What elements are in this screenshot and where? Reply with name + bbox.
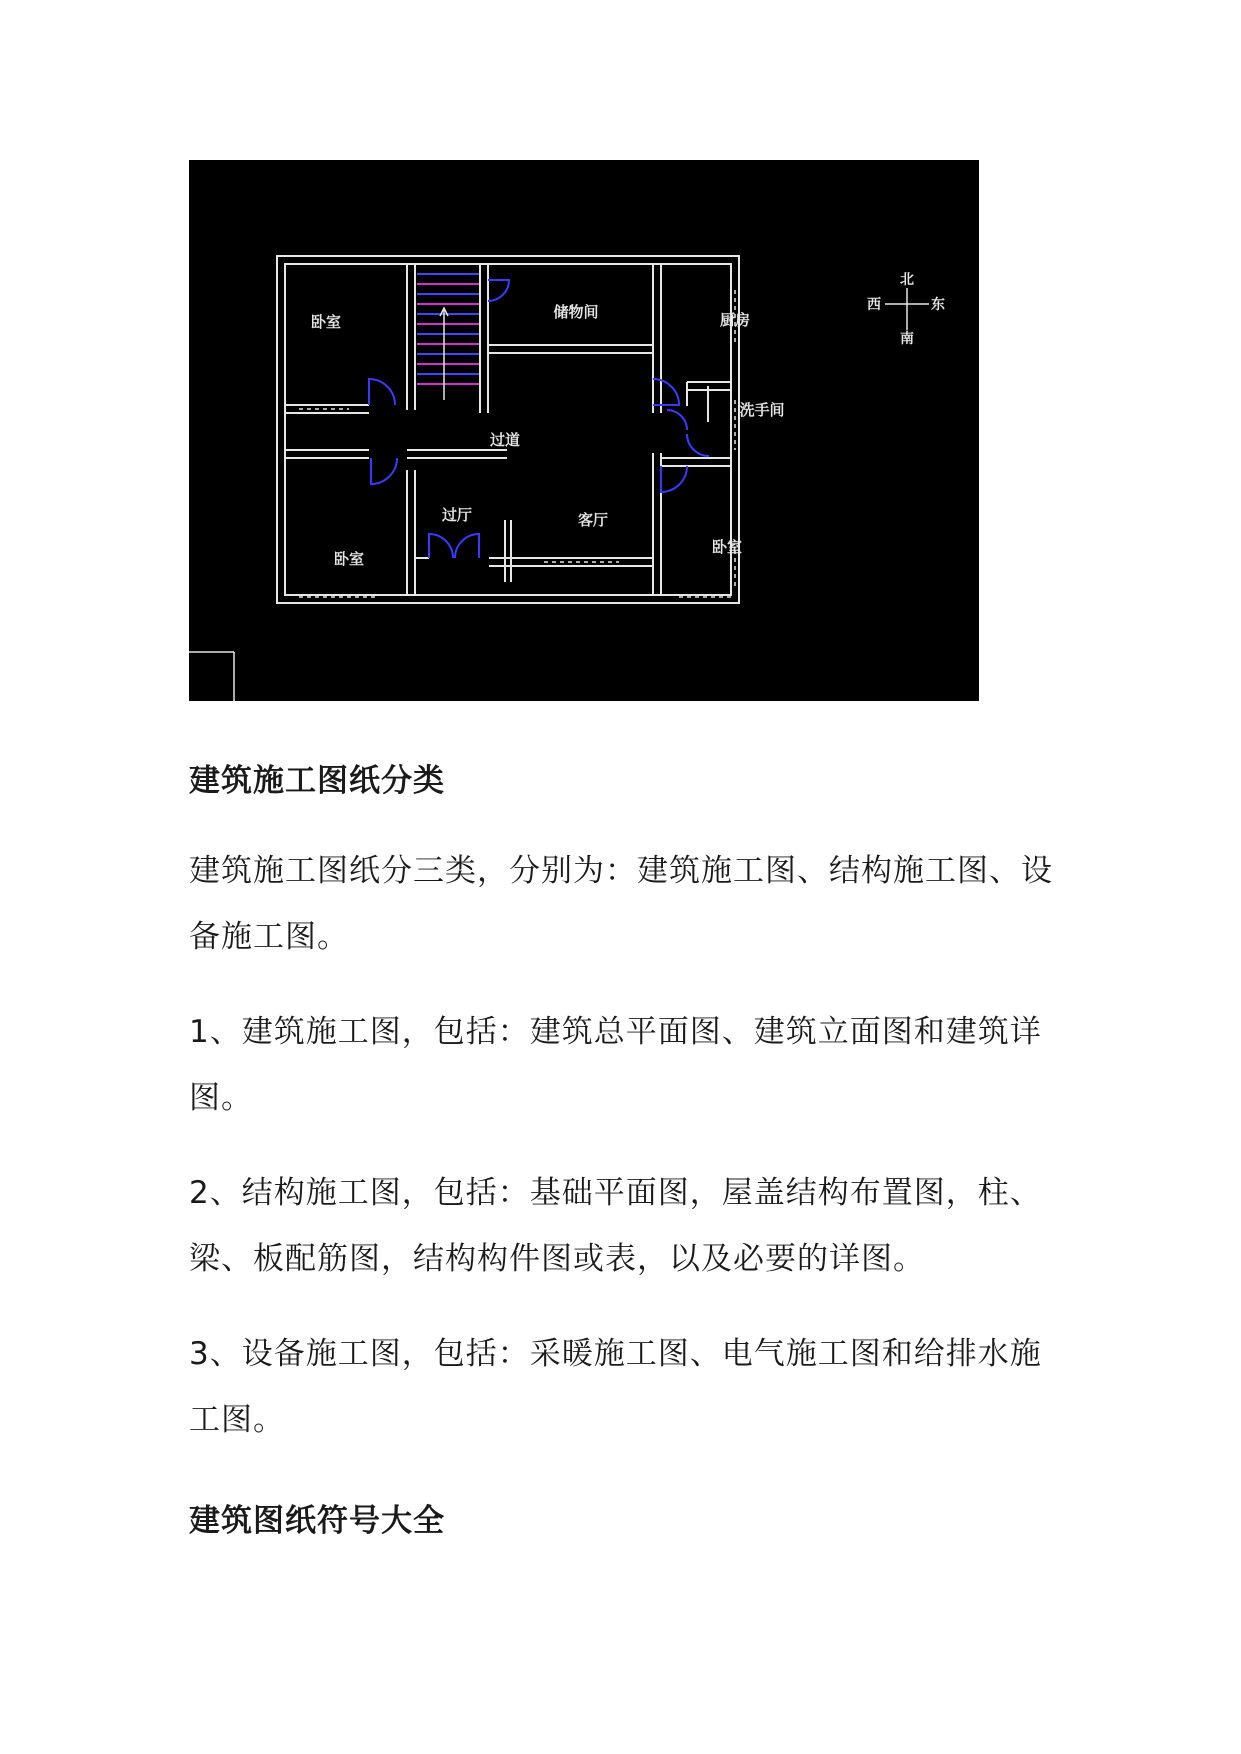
item-structural: 2、结构施工图，包括：基础平面图，屋盖结构布置图，柱、梁、板配筋图，结构构件图或表，以及必要的详图。	[189, 1175, 1042, 1277]
room-label-living-room: 客厅	[577, 511, 609, 529]
stairs	[417, 274, 479, 400]
item-architectural: 1、建筑施工图，包括：建筑总平面图、建筑立面图和建筑详图。	[189, 1014, 1042, 1116]
room-label-washroom: 洗手间	[739, 401, 785, 419]
section-heading-symbols: 建筑图纸符号大全	[189, 1503, 445, 1539]
intro-paragraph: 建筑施工图纸分三类，分别为：建筑施工图、结构施工图、设备施工图。	[189, 853, 1053, 955]
compass-east: 东	[931, 297, 945, 313]
room-label-bedroom-se: 卧室	[711, 538, 743, 556]
room-label-corridor: 过道	[489, 431, 521, 449]
floor-plan-figure	[189, 160, 979, 701]
compass-south: 南	[900, 331, 914, 347]
room-label-storage: 储物间	[553, 303, 599, 321]
section-heading-classification: 建筑施工图纸分类	[189, 763, 445, 799]
room-label-foyer: 过厅	[441, 506, 473, 524]
floor-plan-drawing	[189, 160, 979, 701]
room-label-bedroom-nw: 卧室	[310, 313, 342, 331]
room-label-kitchen: 厨房	[719, 311, 751, 329]
corner-mark	[189, 652, 234, 701]
compass-west: 西	[867, 297, 881, 313]
room-label-bedroom-sw: 卧室	[333, 550, 365, 568]
item-equipment: 3、设备施工图，包括：采暖施工图、电气施工图和给排水施工图。	[189, 1336, 1042, 1438]
compass	[867, 272, 945, 347]
doors	[369, 280, 709, 558]
compass-north: 北	[900, 272, 914, 288]
